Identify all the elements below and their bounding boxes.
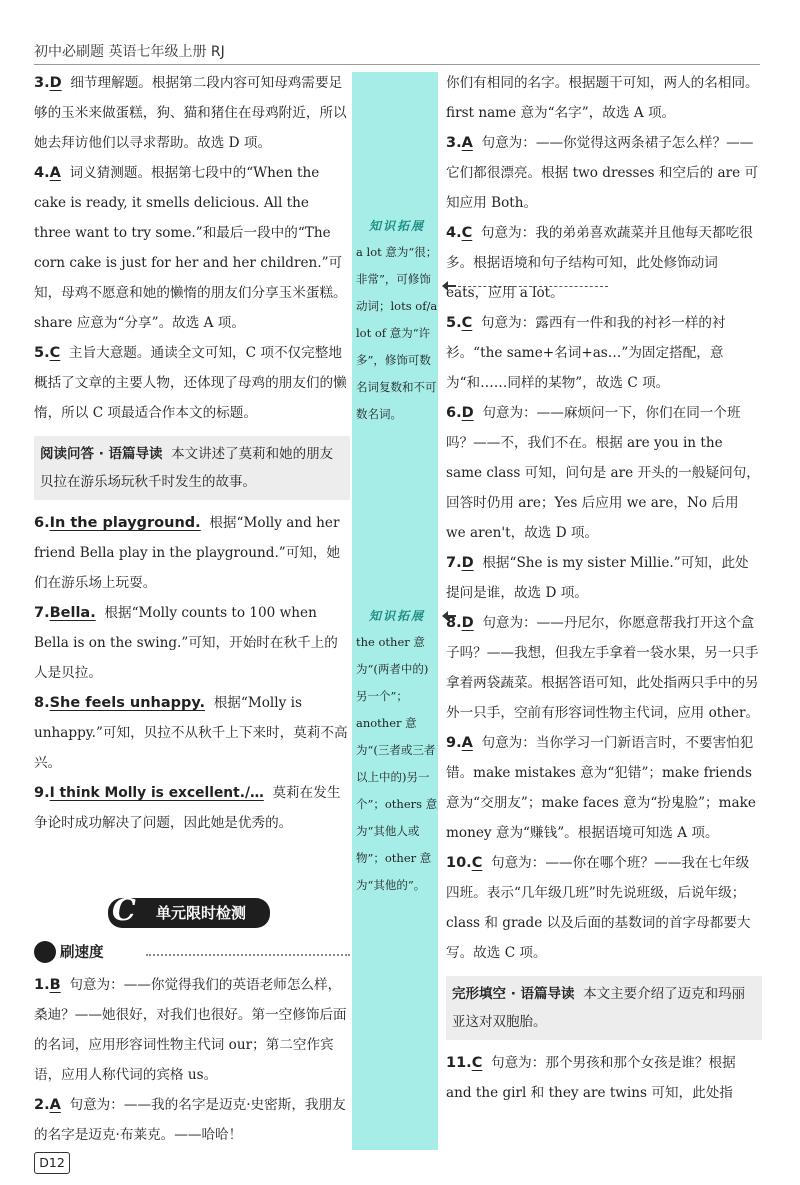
item-number: 5. xyxy=(34,345,50,361)
item-answer: C xyxy=(461,315,473,331)
answer-item-10 xyxy=(446,848,762,968)
speed-label: 刷速度 xyxy=(60,945,104,961)
answer-item-3 xyxy=(34,68,350,158)
item-answer: A xyxy=(49,1097,61,1113)
note-title: 知识拓展 xyxy=(368,219,425,233)
item-explanation: 句意为：——你在哪个班？——我在七年级四班。表示“几年级几班”时先说班级，后说年级；class 和 grade 以及后面的基数词的首字母都要大写。故选 C 项。 xyxy=(446,855,751,961)
item-number: 10. xyxy=(446,855,472,871)
item-explanation: 句意为：——你觉得这两条裙子怎么样？——它们都很漂亮。根据 two dresses 和空后的 are 可知应用 Both。 xyxy=(446,135,759,211)
item-explanation: 句意为：我的弟弟喜欢蔬菜并且他每天都吃很多。根据语境和句子结构可知，此处修饰动词 eats，应用 a lot。 xyxy=(446,225,753,301)
item-number: 6. xyxy=(34,515,50,531)
box-text: 本文讲述了莫莉和她的朋友贝拉在游乐场玩秋千时发生的故事。 xyxy=(40,446,334,490)
item-answer: A xyxy=(461,735,473,751)
item-answer: D xyxy=(461,555,474,571)
section-title: 单元限时检测 xyxy=(108,898,270,928)
item-explanation: 句意为：——你觉得我们的英语老师怎么样，桑迪？——她很好，对我们也很好。第一空修饰后面的名词，应用形容词性物主代词 our；第二空作宾语，应用人称代词的宾格 us。 xyxy=(34,977,347,1083)
item-answer: B xyxy=(49,977,61,993)
answer-item-6 xyxy=(446,398,762,548)
item-explanation: 词义猜测题。根据第七段中的“When the cake is ready, it smells delicious. All the three want to try some.”和最后一段中的“The corn cake is just for her and her children.”可知，母鸡不愿意和她的懒惰的朋友们分享玉米蛋糕。share 应意为“分享”。故选 A 项。 xyxy=(34,165,347,331)
item-answer: I think Molly is excellent./… xyxy=(49,785,264,801)
item-number: 9. xyxy=(34,785,50,801)
item-answer: C xyxy=(471,1055,483,1071)
item-answer: C xyxy=(461,225,473,241)
item-number: 5. xyxy=(446,315,462,331)
note-text: a lot 意为“很；非常”，可修饰动词；lots of/a lot of 意为“许多”，修饰可数名词复数和不可数名词。 xyxy=(356,245,438,421)
item-number: 4. xyxy=(446,225,462,241)
item-answer: D xyxy=(461,615,474,631)
item-answer: D xyxy=(461,405,474,421)
cloze-guide-box xyxy=(446,976,762,1040)
item-number: 8. xyxy=(446,615,462,631)
item-explanation: 根据“Molly counts to 100 when Bella is on the swing.”可知，开始时在秋千上的人是贝拉。 xyxy=(34,605,338,681)
answer-item-7 xyxy=(446,548,762,608)
item-number: 8. xyxy=(34,695,50,711)
qa-item-9 xyxy=(34,778,350,838)
item-number: 1. xyxy=(34,977,50,993)
item-number: 9. xyxy=(446,735,462,751)
header-rule xyxy=(34,64,760,65)
box-label: 完形填空 · 语篇导读 xyxy=(452,986,575,1002)
item-number: 7. xyxy=(446,555,462,571)
answer-item-11 xyxy=(446,1048,762,1108)
qa-item-8 xyxy=(34,688,350,778)
speed-column xyxy=(34,970,350,1150)
page-number: D12 xyxy=(34,1152,70,1174)
item-explanation: 根据“Molly and her friend Bella play in the playground.”可知，她们在游乐场上玩耍。 xyxy=(34,515,341,591)
knowledge-note-1 xyxy=(356,213,438,428)
box-label: 阅读问答 · 语篇导读 xyxy=(40,446,163,462)
item-explanation: 句意为：当你学习一门新语言时，不要害怕犯错。make mistakes 意为“犯错”；make friends 意为“交朋友”；make faces 意为“扮鬼脸”；make money 意为“赚钱”。根据语境可知选 A 项。 xyxy=(446,735,756,841)
item-explanation: 主旨大意题。通读全文可知，C 项不仅完整地概括了文章的主要人物，还体现了母鸡的朋友们的懒惰，所以 C 项最适合作本文的标题。 xyxy=(34,345,347,421)
knowledge-note-2 xyxy=(356,603,438,899)
qa-item-6 xyxy=(34,508,350,598)
item-answer: A xyxy=(461,135,473,151)
item-number: 3. xyxy=(34,75,50,91)
speed-item-2 xyxy=(34,1090,350,1150)
qa-item-7 xyxy=(34,598,350,688)
right-column xyxy=(446,68,762,1108)
page-header: 初中必刷题 英语七年级上册 RJ xyxy=(34,44,225,60)
left-column xyxy=(34,68,350,838)
item-answer: C xyxy=(49,345,61,361)
speed-header xyxy=(34,940,350,966)
item-answer: D xyxy=(49,75,62,91)
item-explanation: 根据“Molly is unhappy.”可知，贝拉不从秋千上下来时，莫莉不高兴。 xyxy=(34,695,348,771)
item-explanation: 句意为：——丹尼尔，你愿意帮我打开这个盒子吗？——我想，但我左手拿着一袋水果，另一只手拿着两袋蔬菜。根据答语可知，此处指两只手中的另外一只手，空前有形容词性物主代词，应用 other。 xyxy=(446,615,760,721)
note-text: the other 意为“(两者中的)另一个”；another 意为“(三者或三者以上中的)另一个”；others 意为“其他人或物”；other 意为“其他的”。 xyxy=(356,635,438,892)
answer-item-5 xyxy=(446,308,762,398)
item-answer: A xyxy=(49,165,61,181)
answer-item-5 xyxy=(34,338,350,428)
item-number: 7. xyxy=(34,605,50,621)
divider xyxy=(146,954,350,956)
answer-item-4 xyxy=(446,218,762,308)
item-answer: C xyxy=(471,855,483,871)
item-answer: Bella. xyxy=(49,605,96,621)
item-explanation: 句意为：——我的名字是迈克·史密斯，我朋友的名字是迈克·布莱克。——哈哈！ xyxy=(34,1097,346,1143)
answer-item-9 xyxy=(446,728,762,848)
continued-text: 你们有相同的名字。根据题干可知，两人的名相同。first name 意为“名字”，故选 A 项。 xyxy=(446,75,759,121)
answer-item-4 xyxy=(34,158,350,338)
item-explanation: 句意为：那个男孩和那个女孩是谁？根据 and the girl 和 they are twins 可知，此处指 xyxy=(446,1055,736,1101)
item-explanation: 句意为：——麻烦问一下，你们在同一个班吗？——不，我们不在。根据 are you in the same class 可知，问句是 are 开头的一般疑问句，回答时仍用 are；Yes 后应用 we are，No 后用 we aren't，故选 D 项。 xyxy=(446,405,760,541)
item-explanation: 根据“She is my sister Millie.”可知，此处提问是谁，故选 D 项。 xyxy=(446,555,749,601)
speed-icon xyxy=(34,941,56,963)
section-letter: C xyxy=(112,893,136,928)
item-explanation: 句意为：露西有一件和我的衬衫一样的衬衫。“the same+名词+as…”为固定搭配，意为“和……同样的某物”，故选 C 项。 xyxy=(446,315,726,391)
box-text: 本文主要介绍了迈克和玛丽亚这对双胞胎。 xyxy=(452,986,746,1030)
speed-item-1 xyxy=(34,970,350,1090)
note-title: 知识拓展 xyxy=(368,609,425,623)
item-number: 11. xyxy=(446,1055,472,1071)
item-number: 2. xyxy=(34,1097,50,1113)
item-explanation: 莫莉在发生争论时成功解决了问题，因此她是优秀的。 xyxy=(34,785,341,831)
item-answer: In the playground. xyxy=(49,515,201,531)
reading-guide-box xyxy=(34,436,350,500)
answer-item-8 xyxy=(446,608,762,728)
item-number: 6. xyxy=(446,405,462,421)
item-number: 4. xyxy=(34,165,50,181)
item-explanation: 细节理解题。根据第二段内容可知母鸡需要足够的玉米来做蛋糕，狗、猫和猪住在母鸡附近，所以她去拜访他们以寻求帮助。故选 D 项。 xyxy=(34,75,347,151)
item-number: 3. xyxy=(446,135,462,151)
answer-item-3 xyxy=(446,128,762,218)
item-answer: She feels unhappy. xyxy=(49,695,206,711)
